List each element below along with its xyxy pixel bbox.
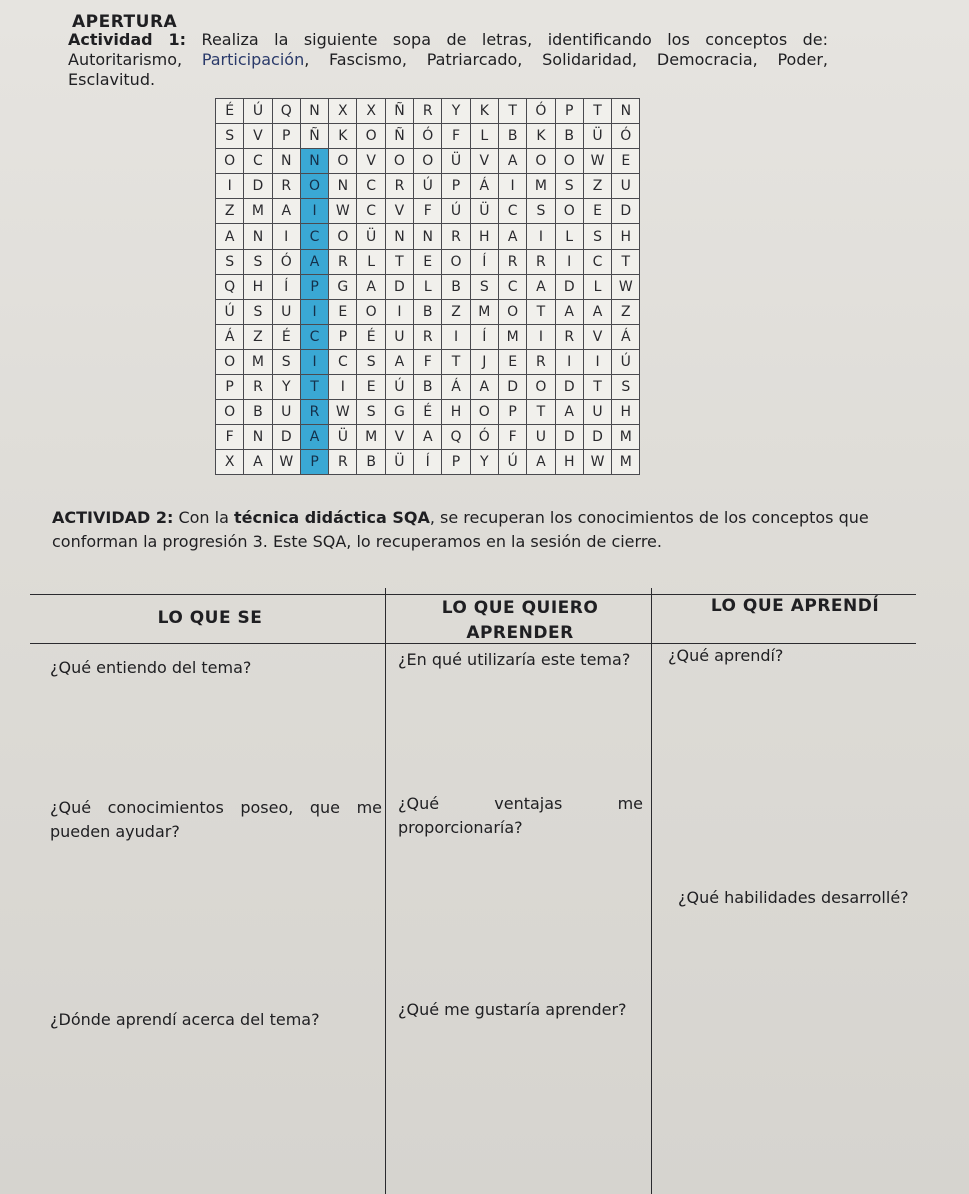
word-search-cell: Í xyxy=(470,249,498,274)
word-search-cell: Ü xyxy=(385,450,413,475)
word-search-cell: W xyxy=(329,400,357,425)
question-conocimientos-poseo: ¿Qué conocimientos poseo, que me pueden ayudar? xyxy=(50,798,382,841)
word-search-cell: D xyxy=(555,375,583,400)
word-search-cell: M xyxy=(498,324,526,349)
word-search-cell: I xyxy=(527,224,555,249)
word-search-cell: I xyxy=(300,199,328,224)
word-search-cell: O xyxy=(216,349,244,374)
word-search-cell: S xyxy=(555,174,583,199)
word-search-cell: V xyxy=(583,324,611,349)
word-search-cell: N xyxy=(272,149,300,174)
word-search-row xyxy=(216,450,640,475)
word-search-row xyxy=(216,299,640,324)
word-search-cell: T xyxy=(442,349,470,374)
word-search-row xyxy=(216,99,640,124)
activity-2-technique: técnica didáctica SQA xyxy=(233,508,430,527)
word-search-cell: H xyxy=(555,450,583,475)
word-search-cell: R xyxy=(329,450,357,475)
word-search-cell: É xyxy=(414,400,442,425)
question-habilidades: ¿Qué habilidades desarrollé? xyxy=(678,888,909,907)
word-search-cell: Í xyxy=(272,274,300,299)
word-search-row xyxy=(216,174,640,199)
word-search-cell: B xyxy=(357,450,385,475)
word-search-cell: M xyxy=(357,425,385,450)
word-search-cell: E xyxy=(329,299,357,324)
word-search-cell: I xyxy=(385,299,413,324)
question-ventajas: ¿Qué ventajas me proporcionaría? xyxy=(398,794,643,837)
word-search-cell: M xyxy=(244,349,272,374)
word-search-cell: M xyxy=(612,425,640,450)
word-search-cell: R xyxy=(414,324,442,349)
word-search-cell: F xyxy=(414,349,442,374)
question-entiendo-tema: ¿Qué entiendo del tema? xyxy=(50,658,252,677)
word-search-cell: F xyxy=(216,425,244,450)
word-search-cell: U xyxy=(385,324,413,349)
word-search-row xyxy=(216,199,640,224)
word-search-cell: Ú xyxy=(612,349,640,374)
word-search-cell: Q xyxy=(442,425,470,450)
word-search-cell: I xyxy=(329,375,357,400)
word-search-cell: R xyxy=(272,174,300,199)
word-search-cell: U xyxy=(612,174,640,199)
table-top-border xyxy=(30,594,916,595)
activity-2-label: ACTIVIDAD 2: xyxy=(52,508,174,527)
word-search-cell: C xyxy=(498,274,526,299)
word-search-cell: A xyxy=(244,450,272,475)
word-search-cell: Í xyxy=(470,324,498,349)
word-search-cell: O xyxy=(385,149,413,174)
word-search-cell: A xyxy=(300,249,328,274)
word-search-cell: L xyxy=(470,124,498,149)
word-search-cell: Ü xyxy=(329,425,357,450)
word-search-cell: O xyxy=(414,149,442,174)
word-search-cell: P xyxy=(442,174,470,199)
activity-1-label: Actividad 1: xyxy=(68,30,187,49)
word-search-cell: R xyxy=(498,249,526,274)
word-search-cell: L xyxy=(583,274,611,299)
word-search-cell: U xyxy=(272,299,300,324)
word-search-cell: S xyxy=(357,349,385,374)
word-search-cell: M xyxy=(470,299,498,324)
word-search-cell: A xyxy=(527,274,555,299)
column-divider-2 xyxy=(651,588,652,1194)
word-search-cell: V xyxy=(357,149,385,174)
word-search-cell: D xyxy=(555,425,583,450)
word-search-cell: Ü xyxy=(470,199,498,224)
word-search-cell: U xyxy=(583,400,611,425)
word-search-cell: A xyxy=(555,400,583,425)
word-search-cell: H xyxy=(244,274,272,299)
word-search-cell: D xyxy=(498,375,526,400)
question-que-aprendi: ¿Qué aprendí? xyxy=(668,646,784,665)
word-search-row xyxy=(216,375,640,400)
word-search-row xyxy=(216,274,640,299)
activity-2-instructions xyxy=(52,506,872,554)
word-search-cell: S xyxy=(612,375,640,400)
word-search-cell: V xyxy=(244,124,272,149)
word-search-cell: O xyxy=(555,149,583,174)
word-search-cell: O xyxy=(527,149,555,174)
word-search-cell: C xyxy=(329,349,357,374)
word-search-cell: S xyxy=(216,124,244,149)
sqa-table xyxy=(30,588,969,1194)
word-search-cell: O xyxy=(216,149,244,174)
word-search-cell: A xyxy=(300,425,328,450)
word-search-cell: Ú xyxy=(385,375,413,400)
word-search-cell: R xyxy=(300,400,328,425)
word-search-cell: Ó xyxy=(612,124,640,149)
word-search-cell: A xyxy=(555,299,583,324)
word-search-cell: U xyxy=(272,400,300,425)
word-search-cell: W xyxy=(583,450,611,475)
word-search-cell: O xyxy=(527,375,555,400)
section-title: APERTURA xyxy=(72,12,178,32)
word-search-cell: Ñ xyxy=(385,99,413,124)
word-search-cell: A xyxy=(527,450,555,475)
word-search-cell: S xyxy=(527,199,555,224)
question-donde-aprendi: ¿Dónde aprendí acerca del tema? xyxy=(50,1010,320,1029)
word-search-cell: A xyxy=(357,274,385,299)
word-search-cell: B xyxy=(244,400,272,425)
word-search-cell: N xyxy=(612,99,640,124)
word-search-cell: C xyxy=(300,224,328,249)
word-search-cell: D xyxy=(385,274,413,299)
word-search-cell: K xyxy=(329,124,357,149)
word-search-cell: B xyxy=(555,124,583,149)
word-search-cell: Á xyxy=(216,324,244,349)
word-search-row xyxy=(216,324,640,349)
word-search-cell: D xyxy=(555,274,583,299)
word-search-cell: A xyxy=(498,224,526,249)
activity-1-text-b: , Fascismo, Patriarcado, Solidaridad, Democracia, Poder, Esclavitud. xyxy=(68,50,829,89)
column-divider-1 xyxy=(385,588,386,1194)
word-search-cell: V xyxy=(385,425,413,450)
word-search-cell: T xyxy=(498,99,526,124)
word-search-cell: Ó xyxy=(272,249,300,274)
activity-2-text-b: , se recuperan los conocimientos de los conceptos que conforman la progresión 3. Este SQA, lo recuperamos en la sesión de cierre. xyxy=(52,508,869,551)
word-search-cell: I xyxy=(583,349,611,374)
word-search-cell: D xyxy=(612,199,640,224)
word-search-cell: F xyxy=(414,199,442,224)
word-search-cell: T xyxy=(583,99,611,124)
word-search-cell: F xyxy=(442,124,470,149)
word-search-cell: Ó xyxy=(527,99,555,124)
word-search-cell: P xyxy=(329,324,357,349)
word-search-cell: Ü xyxy=(357,224,385,249)
word-search-cell: A xyxy=(385,349,413,374)
word-search-cell: C xyxy=(583,249,611,274)
word-search-cell: P xyxy=(498,400,526,425)
word-search-cell: L xyxy=(414,274,442,299)
word-search-cell: L xyxy=(555,224,583,249)
word-search-row xyxy=(216,124,640,149)
word-search-cell: Z xyxy=(612,299,640,324)
word-search-cell: I xyxy=(300,349,328,374)
activity-1-text-a: Realiza la siguiente sopa de letras, identificando los conceptos de: Autoritarismo, xyxy=(68,30,829,69)
word-search-cell: S xyxy=(244,299,272,324)
word-search-cell: O xyxy=(357,299,385,324)
word-search-cell: C xyxy=(300,324,328,349)
word-search-cell: Ü xyxy=(442,149,470,174)
activity-1-instructions xyxy=(68,30,828,90)
word-search-cell: H xyxy=(470,224,498,249)
word-search-cell: Z xyxy=(442,299,470,324)
word-search-cell: T xyxy=(300,375,328,400)
word-search-cell: X xyxy=(216,450,244,475)
word-search-cell: Á xyxy=(470,174,498,199)
word-search-cell: R xyxy=(527,349,555,374)
word-search-cell: F xyxy=(498,425,526,450)
activity-1-highlight: Participación xyxy=(201,50,305,69)
word-search-cell: P xyxy=(442,450,470,475)
word-search-cell: D xyxy=(244,174,272,199)
word-search-cell: W xyxy=(583,149,611,174)
word-search-cell: W xyxy=(612,274,640,299)
word-search-cell: S xyxy=(470,274,498,299)
word-search-cell: V xyxy=(470,149,498,174)
word-search-cell: M xyxy=(244,199,272,224)
word-search-cell: R xyxy=(442,224,470,249)
word-search-cell: M xyxy=(612,450,640,475)
word-search-cell: A xyxy=(272,199,300,224)
word-search-cell: R xyxy=(555,324,583,349)
word-search-cell: C xyxy=(357,174,385,199)
word-search-cell: N xyxy=(414,224,442,249)
word-search-cell: I xyxy=(272,224,300,249)
word-search-cell: A xyxy=(583,299,611,324)
header-lo-que-quiero-aprender: LO QUE QUIERO APRENDER xyxy=(441,598,599,643)
word-search-cell: I xyxy=(498,174,526,199)
word-search-cell: E xyxy=(357,375,385,400)
word-search-cell: Ú xyxy=(414,174,442,199)
word-search-cell: Ó xyxy=(470,425,498,450)
word-search-cell: H xyxy=(612,400,640,425)
word-search-cell: L xyxy=(357,249,385,274)
word-search-cell: N xyxy=(300,99,328,124)
word-search-cell: C xyxy=(244,149,272,174)
word-search-cell: S xyxy=(216,249,244,274)
word-search-cell: O xyxy=(498,299,526,324)
question-utilizaria-tema: ¿En qué utilizaría este tema? xyxy=(398,650,631,669)
word-search-cell: Ú xyxy=(244,99,272,124)
word-search-cell: A xyxy=(470,375,498,400)
word-search-cell: Y xyxy=(442,99,470,124)
word-search-cell: P xyxy=(300,450,328,475)
header-lo-que-aprendi: LO QUE APRENDÍ xyxy=(710,596,880,616)
word-search-row xyxy=(216,149,640,174)
word-search-cell: A xyxy=(414,425,442,450)
word-search-cell: E xyxy=(612,149,640,174)
word-search-cell: A xyxy=(498,149,526,174)
word-search-cell: T xyxy=(583,375,611,400)
word-search-cell: Z xyxy=(583,174,611,199)
word-search-grid xyxy=(215,98,640,475)
word-search-cell: O xyxy=(300,174,328,199)
header-lo-que-se: LO QUE SE xyxy=(157,608,263,628)
word-search-cell: R xyxy=(527,249,555,274)
word-search-cell: U xyxy=(527,425,555,450)
word-search-cell: X xyxy=(357,99,385,124)
word-search-cell: H xyxy=(442,400,470,425)
word-search-cell: R xyxy=(244,375,272,400)
word-search-cell: D xyxy=(583,425,611,450)
word-search-cell: T xyxy=(527,400,555,425)
word-search-cell: Ó xyxy=(414,124,442,149)
word-search-cell: Ú xyxy=(498,450,526,475)
word-search-cell: B xyxy=(414,299,442,324)
word-search-cell: Y xyxy=(272,375,300,400)
word-search-cell: Q xyxy=(216,274,244,299)
word-search-cell: O xyxy=(216,400,244,425)
word-search-cell: P xyxy=(555,99,583,124)
word-search-cell: Z xyxy=(216,199,244,224)
word-search-cell: O xyxy=(470,400,498,425)
word-search-cell: É xyxy=(272,324,300,349)
word-search-cell: W xyxy=(272,450,300,475)
word-search-cell: E xyxy=(414,249,442,274)
word-search-cell: T xyxy=(527,299,555,324)
word-search-cell: I xyxy=(555,249,583,274)
word-search-cell: G xyxy=(329,274,357,299)
word-search-cell: N xyxy=(244,224,272,249)
word-search-cell: T xyxy=(385,249,413,274)
word-search-cell: C xyxy=(498,199,526,224)
word-search-cell: P xyxy=(272,124,300,149)
word-search-cell: D xyxy=(272,425,300,450)
word-search-cell: K xyxy=(527,124,555,149)
word-search-cell: Q xyxy=(272,99,300,124)
word-search-row xyxy=(216,425,640,450)
word-search-cell: I xyxy=(216,174,244,199)
word-search-cell: J xyxy=(470,349,498,374)
word-search-cell: R xyxy=(385,174,413,199)
word-search-cell: O xyxy=(357,124,385,149)
word-search-cell: S xyxy=(583,224,611,249)
word-search-cell: A xyxy=(216,224,244,249)
word-search-cell: G xyxy=(385,400,413,425)
word-search-cell: N xyxy=(300,149,328,174)
word-search-cell: Ú xyxy=(216,299,244,324)
word-search-cell: H xyxy=(612,224,640,249)
word-search-cell: R xyxy=(414,99,442,124)
word-search-cell: R xyxy=(329,249,357,274)
word-search-cell: P xyxy=(216,375,244,400)
word-search-cell: E xyxy=(498,349,526,374)
word-search-cell: Ñ xyxy=(385,124,413,149)
word-search-cell: S xyxy=(272,349,300,374)
word-search-cell: E xyxy=(583,199,611,224)
word-search-cell: Z xyxy=(244,324,272,349)
word-search-cell: K xyxy=(470,99,498,124)
word-search-cell: O xyxy=(329,149,357,174)
word-search-cell: Á xyxy=(442,375,470,400)
word-search-cell: N xyxy=(385,224,413,249)
word-search-cell: O xyxy=(329,224,357,249)
word-search-cell: Ü xyxy=(583,124,611,149)
word-search-row xyxy=(216,249,640,274)
word-search-cell: Í xyxy=(414,450,442,475)
word-search-cell: O xyxy=(555,199,583,224)
word-search-cell: B xyxy=(442,274,470,299)
question-gustaria-aprender: ¿Qué me gustaría aprender? xyxy=(398,1000,627,1019)
word-search-cell: O xyxy=(442,249,470,274)
word-search-cell: X xyxy=(329,99,357,124)
word-search-cell: S xyxy=(244,249,272,274)
word-search-row xyxy=(216,400,640,425)
word-search-cell: I xyxy=(527,324,555,349)
word-search-cell: P xyxy=(300,274,328,299)
word-search-cell: B xyxy=(414,375,442,400)
word-search-cell: N xyxy=(329,174,357,199)
word-search-row xyxy=(216,224,640,249)
word-search-cell: C xyxy=(357,199,385,224)
word-search-row xyxy=(216,349,640,374)
word-search-cell: I xyxy=(300,299,328,324)
word-search-cell: Ñ xyxy=(300,124,328,149)
word-search-cell: Y xyxy=(470,450,498,475)
word-search-cell: T xyxy=(612,249,640,274)
word-search-cell: Ú xyxy=(442,199,470,224)
word-search-cell: S xyxy=(357,400,385,425)
word-search-cell: N xyxy=(244,425,272,450)
word-search-cell: M xyxy=(527,174,555,199)
activity-2-text-a: Con la xyxy=(173,508,234,527)
word-search-cell: I xyxy=(442,324,470,349)
word-search-cell: É xyxy=(357,324,385,349)
word-search-cell: I xyxy=(555,349,583,374)
word-search-cell: W xyxy=(329,199,357,224)
word-search-cell: V xyxy=(385,199,413,224)
word-search-cell: É xyxy=(216,99,244,124)
word-search-cell: B xyxy=(498,124,526,149)
word-search-cell: Á xyxy=(612,324,640,349)
